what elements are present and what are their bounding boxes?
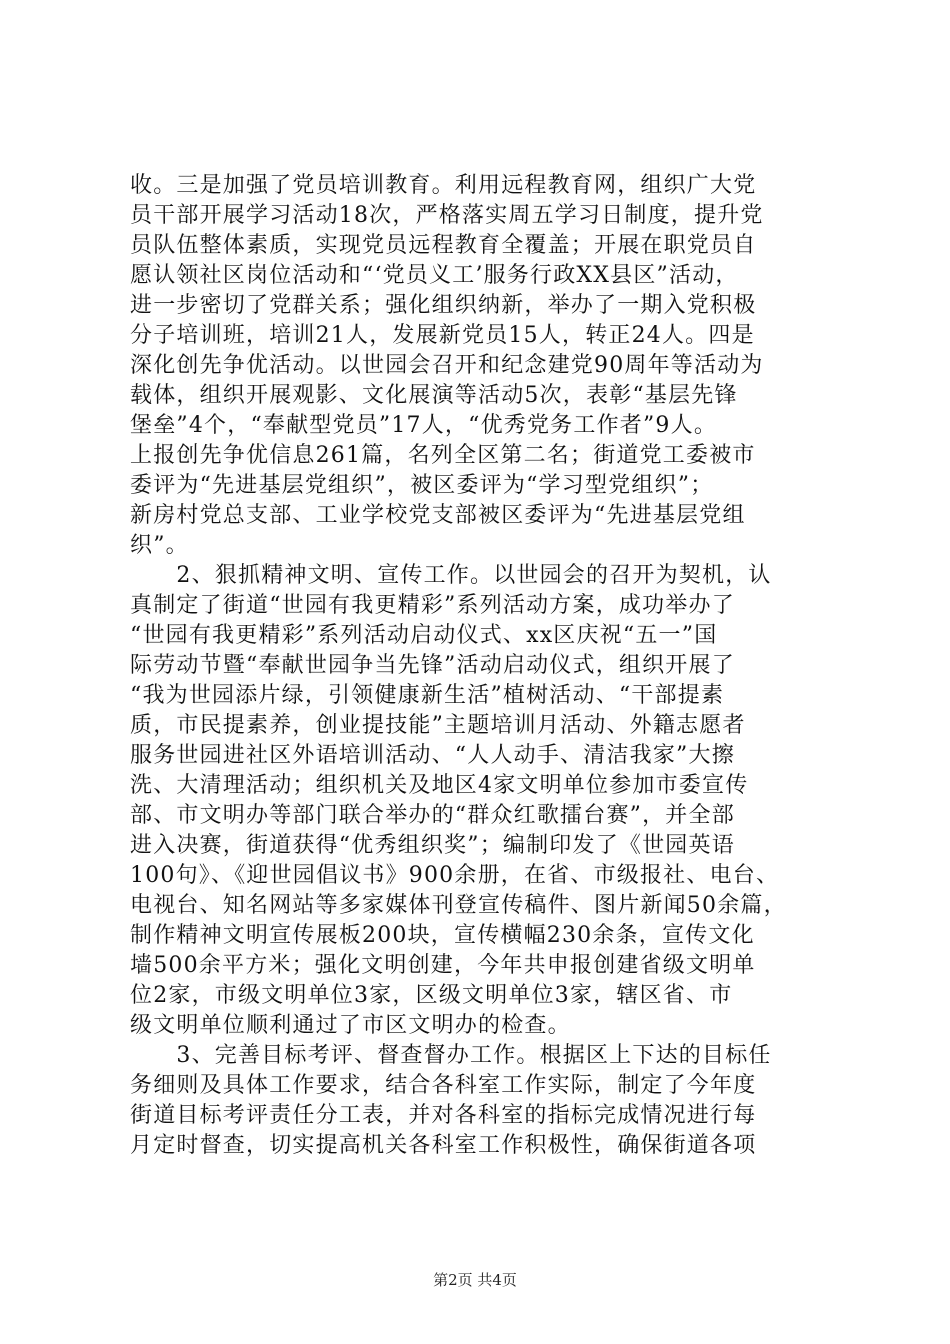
- text-line: 洗、大清理活动；组织机关及地区4家文明单位参加市委宣传: [130, 773, 749, 798]
- text-line: 3、完善目标考评、督查督办工作。根据区上下达的目标任: [130, 1043, 772, 1068]
- text-line: 100句》、《迎世园倡议书》900余册，在省、市级报社、电台、: [130, 863, 780, 888]
- text-line: 街道目标考评责任分工表，并对各科室的指标完成情况进行每: [130, 1103, 757, 1128]
- text-line: 墙500余平方米；强化文明创建，今年共申报创建省级文明单: [130, 953, 756, 978]
- body-text: [130, 171, 830, 1161]
- text-line: 收。三是加强了党员培训教育。利用远程教育网，组织广大党: [130, 173, 757, 198]
- text-line: “世园有我更精彩”系列活动启动仪式、xx区庆祝“五一”国: [130, 623, 718, 648]
- text-line: 务细则及具体工作要求，结合各科室工作实际，制定了今年度: [130, 1073, 757, 1098]
- text-line: 级文明单位顺利通过了市区文明办的检查。: [130, 1013, 571, 1038]
- text-line: 上报创先争优信息261篇，名列全区第二名；街道党工委被市: [130, 443, 756, 468]
- text-line: 员队伍整体素质，实现党员远程教育全覆盖；开展在职党员自: [130, 233, 757, 258]
- text-line: 愿认领社区岗位活动和“‘党员义工’服务行政XX县区”活动，: [130, 263, 739, 288]
- text-line: 制作精神文明宣传展板200块，宣传横幅230余条，宣传文化: [130, 923, 755, 948]
- text-line: 新房村党总支部、工业学校党支部被区委评为“先进基层党组: [130, 503, 746, 528]
- text-line: 月定时督查，切实提高机关各科室工作积极性，确保街道各项: [130, 1133, 757, 1158]
- text-line: 分子培训班，培训21人，发展新党员15人，转正24人。四是: [130, 323, 755, 348]
- text-line: 进入决赛，街道获得“优秀组织奖”；编制印发了《世园英语: [130, 833, 735, 858]
- text-line: 进一步密切了党群关系；强化组织纳新，举办了一期入党积极: [130, 293, 757, 318]
- text-line: 质，市民提素养，创业提技能”主题培训月活动、外籍志愿者: [130, 713, 746, 738]
- text-line: 堡垒”4个，“奉献型党员”17人，“优秀党务工作者”9人。: [130, 413, 718, 438]
- text-line: 位2家，市级文明单位3家，区级文明单位3家，辖区省、市: [130, 983, 733, 1008]
- text-line: 部、市文明办等部门联合举办的“群众红歌擂台赛”，并全部: [130, 803, 735, 828]
- text-line: 服务世园进社区外语培训活动、“人人动手、清洁我家”大擦: [130, 743, 735, 768]
- page-footer: 第2页 共4页: [433, 1271, 517, 1289]
- text-line: 电视台、知名网站等多家媒体刊登宣传稿件、图片新闻50余篇，: [130, 893, 787, 918]
- text-line: 深化创先争优活动。以世园会召开和纪念建党90周年等活动为: [130, 353, 764, 378]
- text-line: 2、狠抓精神文明、宣传工作。以世园会的召开为契机，认: [130, 563, 772, 588]
- text-line: 委评为“先进基层党组织”，被区委评为“学习型党组织”；: [130, 473, 714, 498]
- text-line: 际劳动节暨“奉献世园争当先锋”活动启动仪式，组织开展了: [130, 653, 735, 678]
- text-line: 织”。: [130, 533, 189, 558]
- text-line: “我为世园添片绿，引领健康新生活”植树活动、“干部提素: [130, 683, 725, 708]
- text-line: 员干部开展学习活动18次，严格落实周五学习日制度，提升党: [130, 203, 764, 228]
- text-line: 真制定了街道“世园有我更精彩”系列活动方案，成功举办了: [130, 593, 735, 618]
- text-line: 载体，组织开展观影、文化展演等活动5次，表彰“基层先锋: [130, 383, 738, 408]
